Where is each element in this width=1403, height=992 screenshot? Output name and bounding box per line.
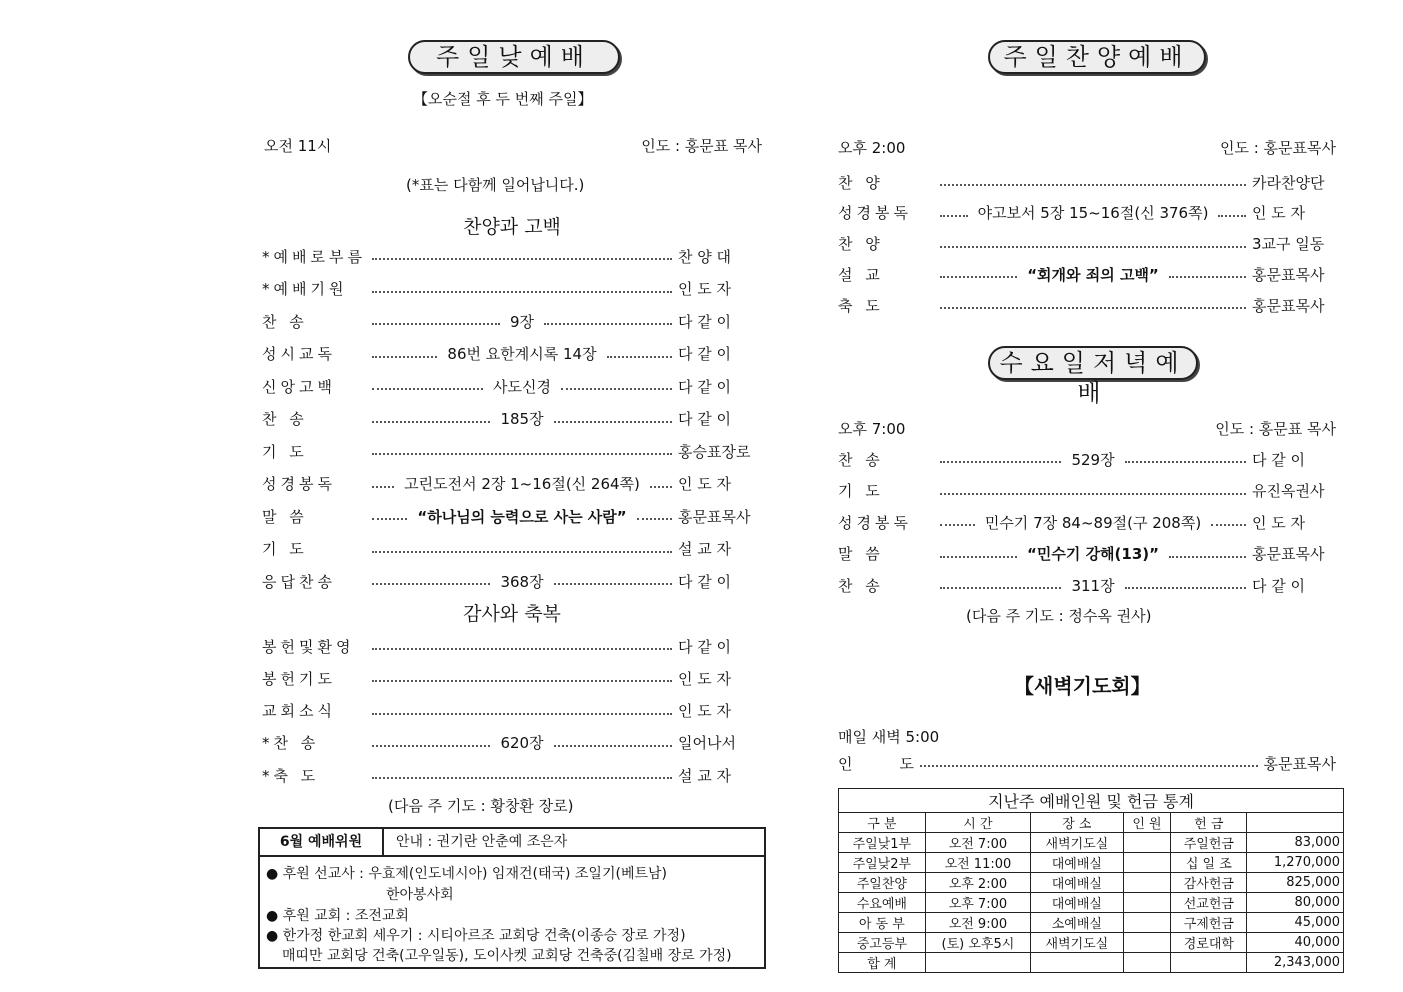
- order-performer: 인 도 자: [1252, 204, 1306, 223]
- sunday-praise-title: 주일찬양예배: [988, 40, 1206, 74]
- dots: [554, 421, 672, 423]
- stats-row: [839, 853, 1344, 873]
- stats-cell: 아 동 부: [839, 913, 926, 933]
- order-label: 기 도: [262, 540, 308, 558]
- order-row: [262, 635, 762, 657]
- dots: [1211, 524, 1246, 526]
- dots: [372, 356, 437, 358]
- dawn-prayer-title: 【새벽기도회】: [1014, 674, 1151, 698]
- order-row: [838, 202, 1336, 224]
- dots: [1125, 587, 1246, 589]
- dots: [372, 680, 672, 682]
- dots: [372, 323, 500, 325]
- order-performer: 홍문표목사: [1252, 265, 1325, 284]
- praise-leader: 인도 : 홍문표목사: [1219, 139, 1336, 157]
- stats-cell: 소예배실: [1031, 913, 1123, 933]
- stats-cell: 오전 11:00: [925, 853, 1031, 873]
- order-performer: 인 도 자: [1252, 513, 1306, 532]
- order-performer: 설 교 자: [678, 540, 732, 558]
- stats-cell: 825,000: [1247, 873, 1344, 893]
- dots: [940, 524, 975, 526]
- order-performer: 다 같 이: [678, 312, 732, 331]
- praise-time: 오후 2:00: [838, 139, 906, 157]
- order-performer: 홍문표목사: [678, 507, 751, 526]
- stats-cell: [1123, 833, 1171, 853]
- stats-header: [1247, 813, 1344, 833]
- stats-cell: 오전 7:00: [925, 833, 1031, 853]
- dots: [544, 323, 672, 325]
- stats-cell: [1123, 953, 1171, 973]
- order-label: 말 씀: [262, 507, 308, 526]
- dots: [1218, 215, 1246, 217]
- stats-cell: 선교헌금: [1171, 893, 1247, 913]
- order-label: 신앙고백: [262, 377, 336, 396]
- dots: [1125, 461, 1246, 463]
- stats-row: [839, 933, 1344, 953]
- dots: [561, 388, 672, 390]
- order-row: [262, 505, 762, 527]
- order-row: [838, 511, 1336, 533]
- order-row: [262, 310, 762, 332]
- order-label: 축 도: [838, 296, 884, 315]
- order-performer: 인 도 자: [678, 475, 732, 493]
- order-label: *축 도: [262, 766, 320, 785]
- order-detail: 185장: [500, 410, 544, 428]
- dots: [554, 583, 672, 585]
- order-performer: 유진옥권사: [1252, 482, 1325, 500]
- dots: [940, 246, 1246, 248]
- stats-header: 장 소: [1031, 813, 1123, 833]
- order-label: 말 씀: [838, 545, 884, 563]
- order-row: [262, 700, 762, 722]
- order-label: 성경봉독: [838, 204, 912, 223]
- dots: [940, 461, 1061, 463]
- dots: [372, 713, 672, 715]
- order-row: [838, 448, 1336, 470]
- order-detail: “민수기 강해(13)”: [1027, 545, 1159, 563]
- stats-cell: 십 일 조: [1171, 853, 1247, 873]
- order-row: [262, 278, 762, 300]
- order-performer: 다 같 이: [678, 410, 732, 428]
- stats-cell: 45,000: [1247, 913, 1344, 933]
- order-detail: 사도신경: [493, 377, 551, 396]
- order-row: [262, 764, 762, 786]
- stats-cell: 새벽기도실: [1031, 833, 1123, 853]
- order-performer: 설 교 자: [678, 766, 732, 785]
- order-detail: 고린도전서 2장 1~16절(신 264쪽): [404, 475, 640, 493]
- order-performer: 다 같 이: [678, 572, 732, 591]
- stats-cell: 80,000: [1247, 893, 1344, 913]
- order-row: [838, 480, 1336, 502]
- order-label: 찬 송: [262, 312, 308, 331]
- order-detail: 86번 요한계시록 14장: [447, 345, 597, 363]
- wednesday-leader: 인도 : 홍문표 목사: [1215, 420, 1336, 438]
- stats-row: [839, 913, 1344, 933]
- dots: [940, 556, 1017, 558]
- order-label: *찬 송: [262, 734, 320, 753]
- stats-cell: 주일낮2부: [839, 853, 926, 873]
- dawn-time: 매일 새벽 5:00: [838, 728, 940, 746]
- dots: [372, 291, 672, 293]
- stats-cell: 수요예배: [839, 893, 926, 913]
- wednesday-title: 수요일저녁예배: [988, 346, 1198, 380]
- stats-row: [839, 893, 1344, 913]
- supported-church: ● 후원 교회 : 조전교회: [266, 908, 409, 924]
- order-label: 기 도: [262, 442, 308, 461]
- dots: [372, 777, 672, 779]
- stats-header: 인 원: [1123, 813, 1171, 833]
- order-label: 찬 송: [262, 410, 308, 428]
- stats-cell: [1123, 893, 1171, 913]
- dots: [372, 518, 407, 520]
- stats-cell: [1123, 873, 1171, 893]
- order-row: [262, 570, 762, 592]
- stats-cell: 오후 7:00: [925, 893, 1031, 913]
- stats-cell: 경로대학: [1171, 933, 1247, 953]
- stats-cell: 대예배실: [1031, 853, 1123, 873]
- order-label: 찬 양: [838, 173, 884, 192]
- dots: [372, 421, 490, 423]
- order-performer: 인 도 자: [678, 702, 732, 721]
- order-performer: 다 같 이: [678, 637, 732, 656]
- stats-row: [839, 873, 1344, 893]
- order-label: 봉헌및환영: [262, 637, 355, 656]
- order-row: [262, 245, 762, 267]
- order-performer: 홍문표목사: [1252, 296, 1325, 315]
- wednesday-time: 오후 7:00: [838, 420, 906, 438]
- stats-cell: [925, 953, 1031, 973]
- dawn-leader: 홍문표목사: [1263, 754, 1336, 773]
- dots: [372, 486, 394, 488]
- stats-cell: 구제헌금: [1171, 913, 1247, 933]
- order-detail: 368장: [500, 572, 544, 591]
- section-praise-confession: 찬양과 고백: [463, 216, 561, 238]
- stats-header: 시 간: [925, 813, 1031, 833]
- stats-cell: [1171, 953, 1247, 973]
- order-row: [262, 538, 762, 560]
- order-detail: 311장: [1071, 576, 1115, 595]
- next-week-prayer: (다음 주 기도 : 황창환 장로): [388, 797, 574, 815]
- usher-info: 안내 : 권기란 안춘예 조은자: [382, 829, 764, 857]
- committee-label: 6월 예배위원: [260, 829, 384, 857]
- order-label: 찬 양: [838, 235, 884, 254]
- order-performer: 홍승표장로: [678, 442, 751, 461]
- stats-cell: 40,000: [1247, 933, 1344, 953]
- order-performer: 다 같 이: [678, 345, 732, 363]
- order-detail: 야고보서 5장 15~16절(신 376쪽): [977, 204, 1209, 223]
- order-performer: 인 도 자: [678, 669, 732, 688]
- order-detail: 529장: [1071, 450, 1115, 469]
- order-label: *예배기원: [262, 280, 348, 298]
- stats-cell: (토) 오후5시: [925, 933, 1031, 953]
- next-week-prayer-right: (다음 주 기도 : 정수옥 권사): [966, 607, 1152, 625]
- dots: [554, 745, 672, 747]
- dots: [940, 493, 1246, 495]
- order-detail: “회개와 죄의 고백”: [1027, 265, 1159, 284]
- dots: [940, 307, 1246, 309]
- church-planting-2: 매띠만 교회당 건축(고우일동), 도이사켓 교회당 건축중(김칠배 장로 가정): [282, 948, 732, 964]
- order-label: 교회소식: [262, 702, 336, 721]
- stats-cell: 83,000: [1247, 833, 1344, 853]
- order-performer: 홍문표목사: [1252, 545, 1325, 563]
- stats-cell: 감사헌금: [1171, 873, 1247, 893]
- dawn-label: 인 도: [838, 754, 914, 773]
- order-label: 설 교: [838, 265, 884, 284]
- dots: [372, 453, 672, 455]
- section-thanks-blessing: 감사와 축복: [463, 603, 561, 625]
- dots: [637, 518, 672, 520]
- order-label: 찬 송: [838, 576, 884, 595]
- order-row: [838, 263, 1336, 285]
- stats-cell: 주일찬양: [839, 873, 926, 893]
- dawn-leader-row: [838, 752, 1336, 774]
- dots: [1169, 276, 1246, 278]
- service-time: 오전 11시: [264, 137, 332, 155]
- dots: [372, 745, 490, 747]
- order-row: [262, 408, 762, 430]
- stats-header: 구 분: [839, 813, 926, 833]
- order-label: 성경봉독: [262, 475, 336, 493]
- order-performer: 다 같 이: [1252, 576, 1306, 595]
- sunday-subtitle: 【오순절 후 두 번째 주일】: [413, 90, 593, 108]
- order-performer: 찬 양 대: [678, 247, 732, 266]
- order-row: [838, 574, 1336, 596]
- missionary-info-2: 한아봉사회: [386, 887, 454, 903]
- dots: [372, 648, 672, 650]
- order-label: 응답찬송: [262, 572, 336, 591]
- stats-cell: 주일헌금: [1171, 833, 1247, 853]
- stats-cell: 오후 2:00: [925, 873, 1031, 893]
- dots: [372, 258, 672, 260]
- order-detail: 620장: [500, 734, 544, 753]
- order-performer: 3교구 일동: [1252, 235, 1325, 254]
- standing-note: (*표는 다함께 일어납니다.): [406, 176, 585, 194]
- service-leader: 인도 : 홍문표 목사: [641, 137, 762, 155]
- stats-cell: 대예배실: [1031, 873, 1123, 893]
- dots: [372, 583, 490, 585]
- dots: [920, 765, 1258, 767]
- order-row: [838, 543, 1336, 565]
- order-row: [838, 294, 1336, 316]
- order-performer: 일어나서: [678, 734, 736, 753]
- stats-cell: 주일낮1부: [839, 833, 926, 853]
- stats-cell: [1123, 913, 1171, 933]
- order-row: [262, 473, 762, 495]
- stats-cell: [1123, 933, 1171, 953]
- stats-header: 헌 금: [1171, 813, 1247, 833]
- dots: [940, 184, 1246, 186]
- order-performer: 다 같 이: [1252, 450, 1306, 469]
- dots: [1169, 556, 1246, 558]
- order-label: 기 도: [838, 482, 884, 500]
- order-performer: 다 같 이: [678, 377, 732, 396]
- order-label: *예배로부름: [262, 247, 366, 266]
- order-row: [838, 171, 1336, 193]
- order-label: 찬 송: [838, 450, 884, 469]
- stats-cell: 대예배실: [1031, 893, 1123, 913]
- dots: [372, 388, 483, 390]
- order-detail: “하나님의 능력으로 사는 사람”: [417, 507, 627, 526]
- stats-cell: 합 계: [839, 953, 926, 973]
- stats-cell: 오전 9:00: [925, 913, 1031, 933]
- order-label: 성경봉독: [838, 513, 912, 532]
- stats-title: 지난주 예배인원 및 헌금 통계: [839, 789, 1344, 813]
- order-row: [262, 732, 762, 754]
- sunday-service-title: 주일낮예배: [408, 40, 620, 74]
- order-label: 봉헌기도: [262, 669, 336, 688]
- stats-cell: [1123, 853, 1171, 873]
- order-row: [262, 667, 762, 689]
- missionary-info: ● 후원 선교사 : 우효제(인도네시아) 임재건(태국) 조일기(베트남): [266, 866, 667, 882]
- stats-cell: [1031, 953, 1123, 973]
- dots: [607, 356, 672, 358]
- order-detail: 민수기 7장 84~89절(구 208쪽): [984, 513, 1202, 532]
- order-performer: 인 도 자: [678, 280, 732, 298]
- order-row: [262, 375, 762, 397]
- dots: [372, 551, 672, 553]
- stats-cell: 중고등부: [839, 933, 926, 953]
- stats-row: [839, 953, 1344, 973]
- church-planting: ● 한가정 한교회 세우기 : 시티아르조 교회당 건축(이종승 장로 가정): [266, 928, 686, 944]
- order-row: [838, 233, 1336, 255]
- stats-cell: 1,270,000: [1247, 853, 1344, 873]
- dots: [940, 215, 968, 217]
- stats-cell: 새벽기도실: [1031, 933, 1123, 953]
- dots: [650, 486, 672, 488]
- order-label: 성시교독: [262, 345, 336, 363]
- dots: [940, 587, 1061, 589]
- order-performer: 카라찬양단: [1252, 173, 1325, 192]
- order-detail: 9장: [509, 312, 535, 331]
- order-row: [262, 440, 762, 462]
- notice-box: [258, 827, 766, 969]
- attendance-offering-table: [838, 788, 1344, 973]
- stats-cell: 2,343,000: [1247, 953, 1344, 973]
- dots: [940, 276, 1017, 278]
- order-row: [262, 343, 762, 365]
- stats-row: [839, 833, 1344, 853]
